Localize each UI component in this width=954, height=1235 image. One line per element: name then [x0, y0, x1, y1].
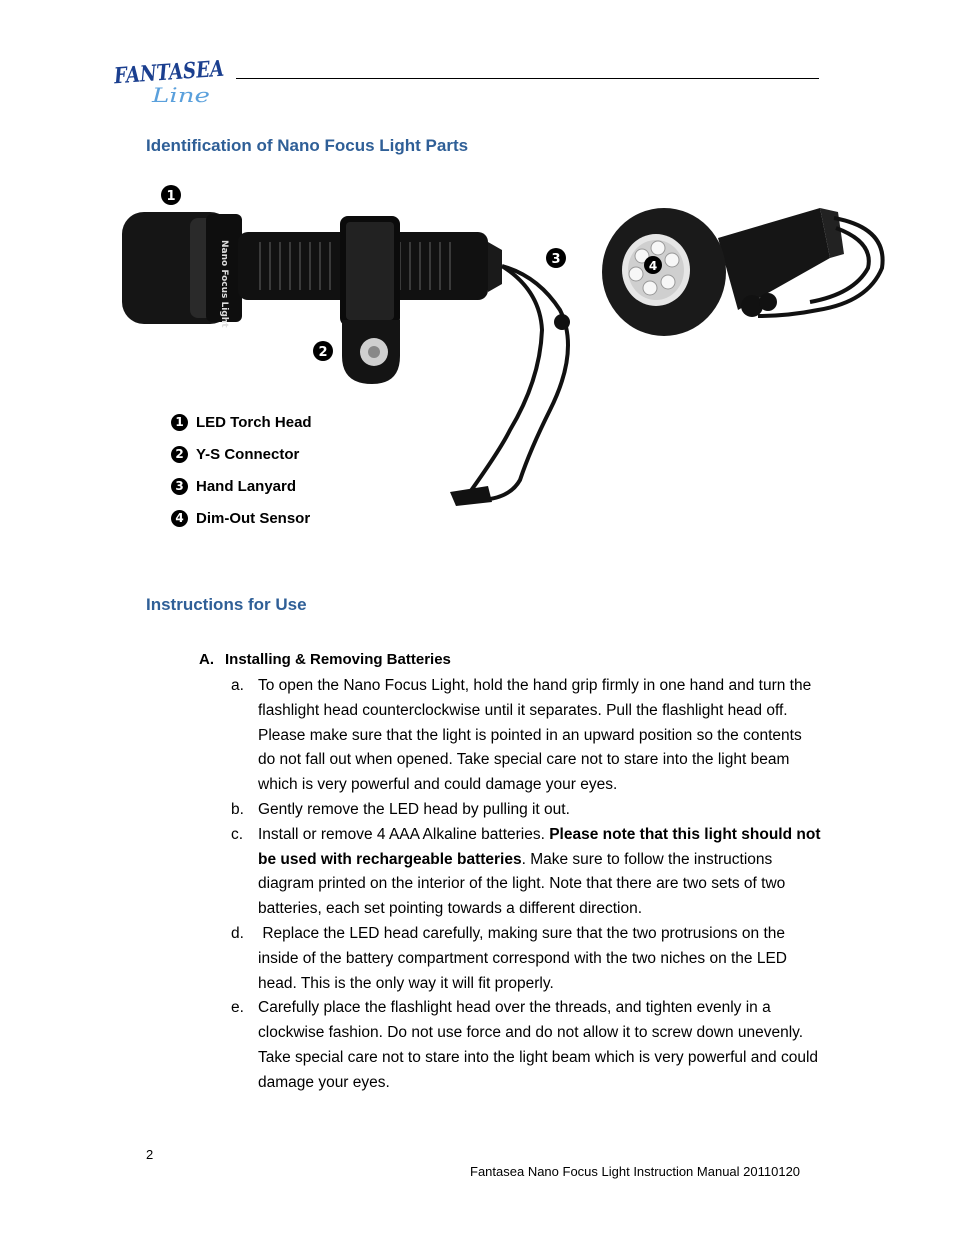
- legend-badge: 1: [171, 414, 188, 431]
- legend-badge: 4: [171, 510, 188, 527]
- subsection-heading: [199, 651, 451, 668]
- legend-label: Hand Lanyard: [196, 477, 297, 495]
- list-text: Carefully place the flashlight head over the threads, and tighten evenly in a clockwise fashion. Do not use force and do not allow it to screw down unevenly. Take special care not to stare into the light beam which is very powerful and could damage your eyes.: [258, 999, 819, 1091]
- parts-section-title: Identification of Nano Focus Light Parts: [146, 136, 469, 155]
- legend-item: [171, 476, 296, 496]
- list-marker: d.: [231, 924, 244, 942]
- list-marker: e.: [231, 999, 244, 1017]
- legend-badge: 2: [171, 446, 188, 463]
- subsection-title: Installing & Removing Batteries: [225, 651, 451, 668]
- list-item: [231, 922, 821, 996]
- product-imprint: Nano Focus Light: [219, 240, 229, 328]
- list-item: [231, 798, 821, 823]
- header-rule: [236, 78, 819, 79]
- subsection-letter: A.: [199, 651, 214, 668]
- fantasea-line-logo: [112, 52, 249, 108]
- legend-item: [171, 508, 310, 528]
- legend-badge: 3: [171, 478, 188, 495]
- list-text-plain: Install or remove 4 AAA Alkaline batteries.: [258, 825, 550, 843]
- flashlight-front-illustration: [598, 198, 894, 364]
- callout-4: 4: [648, 259, 658, 273]
- legend-label: Dim-Out Sensor: [196, 509, 311, 527]
- list-text-plain: . Make sure to follow the instructions diagram printed on the interior of the light. Note that there are two sets of two batteries, each set pointing towards a different direction.: [258, 850, 786, 918]
- legend-item: [171, 412, 312, 432]
- instruction-list: [231, 674, 821, 1096]
- list-marker: a.: [231, 677, 244, 694]
- list-item: [231, 996, 821, 1095]
- list-text: Gently remove the LED head by pulling it out.: [258, 800, 570, 818]
- list-marker: b.: [231, 800, 244, 818]
- legend-label: LED Torch Head: [196, 413, 312, 431]
- page-number: 2: [146, 1147, 154, 1162]
- legend-label: Y-S Connector: [196, 445, 300, 463]
- flashlight-side-illustration: [110, 180, 590, 520]
- list-text: Replace the LED head carefully, making sure that the two protrusions on the inside of the battery compartment correspond with the two niches on the LED head. This is the only way it will fit properly.: [258, 924, 792, 992]
- callout-2: 2: [318, 345, 328, 360]
- list-text-bold: Please note that this light should not be used with rechargeable batteries: [258, 825, 821, 868]
- logo-text-bottom: Line: [150, 83, 210, 107]
- list-text: To open the Nano Focus Light, hold the hand grip firmly in one hand and turn the flashlight head counterclockwise until it separates. Pull the flashlight head off. Please make sure that the light is pointed in an upward position so the contents do not fall out when opened. Take special care not to stare into the light beam which is very powerful and could damage your eyes.: [258, 677, 812, 794]
- instructions-section-title: Instructions for Use: [146, 595, 307, 614]
- legend-item: [171, 444, 299, 464]
- callout-3: 3: [551, 252, 561, 267]
- list-item: [231, 823, 821, 922]
- list-text: [258, 823, 821, 922]
- list-marker: c.: [231, 825, 244, 843]
- callout-1: 1: [166, 189, 176, 204]
- footer-manual-title: Fantasea Nano Focus Light Instruction Manual 20110120: [470, 1164, 801, 1179]
- logo-text-top: FANTASEA: [113, 54, 249, 90]
- list-item: [231, 674, 821, 798]
